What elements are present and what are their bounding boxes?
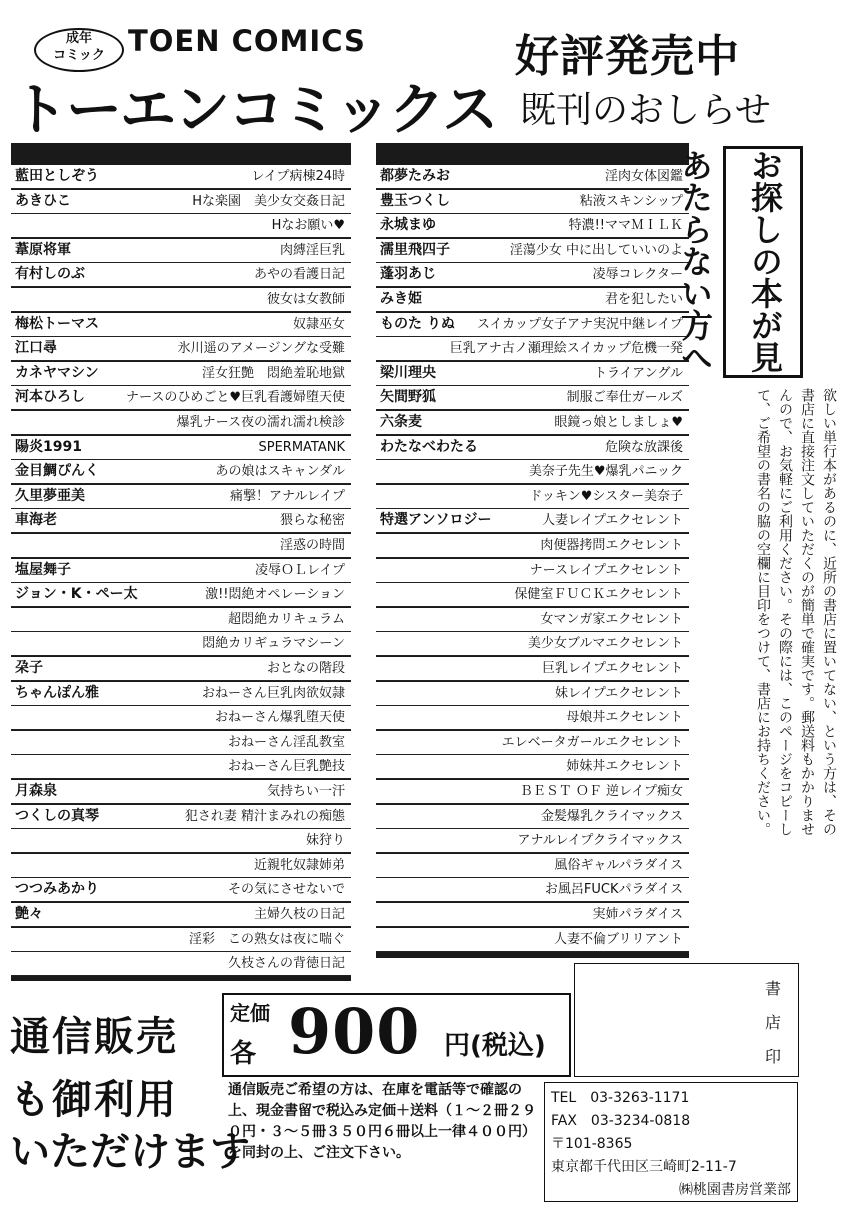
- catalog-titles: ナースのひめごと♥巨乳看護婦堕天使: [125, 390, 345, 406]
- catalog-titles: 凌辱コレクター: [592, 267, 683, 283]
- catalog-titles: 人妻レイプエクセレント: [542, 513, 683, 529]
- catalog-author: 藍田としぞう: [15, 168, 99, 184]
- catalog-titles: 彼女は女教師: [266, 292, 345, 307]
- catalog-titles: その気にさせないで: [227, 882, 345, 898]
- catalog-titles: アナルレイプクライマックス: [517, 833, 683, 849]
- catalog-titles: スイカップ女子アナ実況中継レイプ: [476, 316, 683, 332]
- catalog-titles: 凌辱ＯＬレイプ: [255, 562, 345, 578]
- catalog-row: [11, 509, 351, 533]
- catalog-titles: 淫蕩少女 中に出していいのよ: [509, 242, 683, 258]
- catalog-author: 葦原将軍: [15, 241, 71, 258]
- catalog-titles: エレベータガールエクセレント: [501, 734, 683, 750]
- stamp-char-1: 書: [765, 979, 782, 998]
- catalog-row: [11, 805, 351, 829]
- catalog-row: [11, 657, 351, 681]
- catalog-row: [376, 706, 689, 730]
- catalog-titles: 危険な放課後: [604, 439, 683, 455]
- brand-name-en: TOEN COMICS: [128, 24, 366, 58]
- catalog-titles: Hなお願い♥: [271, 218, 345, 234]
- catalog-titles: 痛撃！アナルレイプ: [230, 488, 345, 504]
- catalog-author: 永城まゆ: [380, 217, 436, 234]
- catalog-titles: SPERMATANK: [258, 439, 345, 455]
- catalog-row: [376, 657, 689, 681]
- catalog-right-panel: [376, 143, 689, 958]
- catalog-titles: 気持ちい一汗: [266, 784, 345, 799]
- catalog-row: [376, 214, 689, 238]
- catalog-titles: ドッキン♥シスター美奈子: [529, 488, 683, 504]
- catalog-author: 月森泉: [15, 783, 57, 799]
- catalog-row: [11, 632, 351, 656]
- catalog-row: [376, 854, 689, 878]
- badge-line1: 成年: [65, 31, 92, 46]
- catalog-titles: 巨乳レイプエクセレント: [542, 661, 683, 676]
- catalog-titles: おねーさん爆乳堕天使: [214, 710, 345, 726]
- catalog-titles: 肉便器拷問エクセレント: [540, 538, 683, 553]
- catalog-row: [11, 263, 351, 287]
- catalog-row: [11, 829, 351, 853]
- catalog-author: つくしの真琴: [15, 807, 99, 824]
- catalog-author: 豊玉つくし: [380, 192, 450, 209]
- mail-order-line3: いただけます: [10, 1129, 250, 1175]
- catalog-author: 濡里飛四子: [380, 241, 450, 258]
- catalog-titles: 爆乳ナース夜の濡れ濡れ検診: [176, 415, 345, 430]
- catalog-titles: 粘液スキンシップ: [579, 193, 683, 209]
- catalog-row: [376, 829, 689, 853]
- catalog-titles: おねーさん淫乱教室: [227, 734, 345, 750]
- catalog-author: 梁川理央: [380, 364, 436, 381]
- catalog-row: [376, 731, 689, 755]
- contact-company: ㈱桃園書房営業部: [679, 1182, 791, 1198]
- catalog-author: ジョン・K・ペー太: [15, 586, 138, 603]
- catalog-author: 特選アンソロジー: [380, 512, 492, 529]
- catalog-row: [11, 313, 351, 337]
- catalog-author: わたなべわたる: [380, 438, 478, 455]
- catalog-row: [376, 805, 689, 829]
- catalog-titles: 女マンガ家エクセレント: [540, 611, 683, 627]
- catalog-row: [376, 903, 689, 927]
- catalog-row: [376, 559, 689, 583]
- catalog-row: [11, 854, 351, 878]
- catalog-titles: おねーさん巨乳艶技: [227, 759, 345, 775]
- catalog-row: [11, 460, 351, 484]
- catalog-titles: 眼鏡っ娘としましょ♥: [554, 415, 683, 430]
- badge-line2: コミック: [53, 48, 105, 63]
- mail-order-line2: も御利用: [10, 1077, 178, 1123]
- catalog-author: ちゃんぽん雅: [15, 684, 99, 701]
- catalog-row: [11, 903, 351, 927]
- catalog-row: [11, 190, 351, 214]
- catalog-titles: 妹狩り: [305, 833, 345, 849]
- catalog-author: ものた りぬ: [380, 315, 455, 332]
- catalog-titles: 美奈子先生♥爆乳パニック: [528, 464, 683, 480]
- catalog-titles: 淫女狂艶 悶絶羞恥地獄: [201, 365, 345, 381]
- catalog-row: [376, 755, 689, 779]
- catalog-titles: あやの看護日記: [253, 267, 345, 283]
- catalog-row: [376, 362, 689, 386]
- catalog-titles: 激!!悶絶オペレーション: [205, 587, 345, 603]
- catalog-row: [11, 534, 351, 558]
- catalog-titles: レイプ病棟24時: [251, 169, 345, 184]
- catalog-row: [376, 386, 689, 410]
- catalog-row: [11, 559, 351, 583]
- catalog-titles: 淫彩 この熟女は夜に喘ぐ: [188, 931, 345, 947]
- catalog-titles: あの娘はスキャンダル: [215, 464, 345, 480]
- catalog-row: [376, 780, 689, 804]
- catalog-row: [376, 288, 689, 312]
- catalog-row: [11, 337, 351, 361]
- catalog-row: [11, 583, 351, 607]
- catalog-titles: 美少女ブルマエクセレント: [527, 636, 683, 652]
- catalog-row: [376, 485, 689, 509]
- catalog-row: [11, 755, 351, 779]
- catalog-row: [11, 780, 351, 804]
- catalog-author: 梅松トーマス: [15, 315, 99, 332]
- catalog-row: [11, 214, 351, 238]
- catalog-titles: 姉妹丼エクセレント: [566, 759, 683, 775]
- catalog-row: [11, 288, 351, 312]
- catalog-row: [376, 411, 689, 435]
- catalog-titles: 悶絶カリギュラマシーン: [202, 636, 345, 652]
- catalog-author: 朶子: [15, 660, 43, 676]
- catalog-row: [11, 928, 351, 952]
- sidebar-notice-text: 欲しい単行本があるのに、近所の書店に置いてない、という方は、その書店に直接注文していただくのが簡単で確実です。郵送料もかかりませんので、お気軽にご利用ください。その際には、このページをコピーして、ご希望の書名の脇の空欄に目印をつけて、書店にお持ちください。: [755, 388, 837, 836]
- catalog-titles: 巨乳アナ古ノ瀬理絵スイカップ危機一発: [449, 341, 683, 357]
- catalog-author: 車海老: [15, 512, 57, 529]
- catalog-titles: 猥らな秘密: [279, 513, 345, 529]
- catalog-row: [376, 337, 689, 361]
- catalog-row: [11, 952, 351, 976]
- catalog-row: [376, 313, 689, 337]
- catalog-row: [376, 190, 689, 214]
- catalog-author: 有村しのぶ: [15, 266, 85, 283]
- catalog-titles: お風呂FUCKパラダイス: [544, 882, 683, 898]
- catalog-row: [376, 460, 689, 484]
- catalog-titles: 久枝さんの背徳日記: [227, 956, 345, 972]
- price-suffix: 円(税込): [444, 1031, 546, 1061]
- catalog-titles: 君を犯したい: [604, 292, 683, 307]
- catalog-titles: ＢＥＳＴ ＯＦ 逆レイプ痴女: [519, 784, 683, 799]
- catalog-titles: 奴隷巫女: [292, 316, 345, 332]
- catalog-author: 艶々: [15, 906, 43, 922]
- catalog-titles: 淫惑の時間: [279, 538, 345, 553]
- catalog-row: [376, 263, 689, 287]
- catalog-row: [376, 509, 689, 533]
- catalog-row: [11, 706, 351, 730]
- catalog-titles: 妹レイプエクセレント: [555, 685, 683, 701]
- catalog-titles: おねーさん巨乳肉欲奴隷: [201, 685, 345, 701]
- catalog-row: [376, 928, 689, 952]
- catalog-row: [376, 632, 689, 656]
- catalog-titles: 実姉パラダイス: [592, 907, 683, 922]
- catalog-titles: 母娘丼エクセレント: [566, 710, 683, 726]
- catalog-row: [376, 534, 689, 558]
- catalog-titles: 氷川遥のアメージングな受難: [177, 341, 345, 357]
- catalog-titles: 金髪爆乳クライマックス: [541, 808, 683, 824]
- catalog-titles: トライアングル: [593, 365, 683, 381]
- catalog-row: [376, 436, 689, 460]
- catalog-row: [376, 165, 689, 189]
- catalog-row: [11, 878, 351, 902]
- catalog-titles: 近親牝奴隷姉弟: [253, 857, 345, 873]
- catalog-titles: 肉縛淫巨乳: [279, 242, 345, 258]
- catalog-author: みき姫: [380, 291, 422, 307]
- catalog-titles: 淫肉女体図鑑: [604, 169, 683, 184]
- catalog-row: [11, 731, 351, 755]
- price-label: 定価: [230, 1001, 270, 1025]
- catalog-row: [11, 436, 351, 460]
- brand-name-jp: トーエンコミックス: [12, 78, 497, 143]
- order-instructions: 通信販売ご希望の方は、在庫を電話等で確認の上、現金書留で税込み定価＋送料（１～２冊２９０円・３～５冊３５０円６冊以上一律４００円）を同封の上、ご注文下さい。: [228, 1082, 536, 1161]
- catalog-row: [11, 165, 351, 189]
- catalog-titles: Hな楽園 美少女交姦日記: [192, 193, 345, 209]
- catalog-author: 蓬羽あじ: [380, 266, 436, 283]
- catalog-row: [11, 362, 351, 386]
- catalog-author: カネヤマシン: [15, 364, 99, 381]
- catalog-row: [11, 485, 351, 509]
- notice-heading: 既刊のおしらせ: [520, 90, 771, 131]
- catalog-row: [376, 239, 689, 263]
- price-each-label: 各: [230, 1039, 257, 1069]
- catalog-titles: 風俗ギャルパラダイス: [554, 857, 683, 873]
- sidebar-notice-box: お探しの本が見あたらない方へ: [723, 146, 803, 378]
- contact-zip: 〒101-8365: [551, 1136, 633, 1152]
- stamp-char-3: 印: [765, 1047, 782, 1066]
- contact-tel: TEL 03-3263-1171: [551, 1090, 690, 1106]
- catalog-titles: 犯され妻 精汁まみれの痴態: [184, 808, 345, 824]
- catalog-row: [376, 583, 689, 607]
- catalog-row: [11, 411, 351, 435]
- catalog-left-panel: [11, 143, 351, 981]
- catalog-author: あきひこ: [15, 192, 71, 209]
- catalog-row: [11, 386, 351, 410]
- hot-sale-heading: 好評発売中: [515, 31, 740, 82]
- catalog-author: 矢間野狐: [380, 389, 436, 406]
- catalog-titles: 主婦久枝の日記: [253, 907, 345, 922]
- catalog-titles: 特濃!!ママＭＩＬＫ: [568, 218, 683, 234]
- catalog-row: [11, 682, 351, 706]
- catalog-titles: 保健室ＦＵＣＫエクセレント: [514, 587, 683, 603]
- catalog-author: 河本ひろし: [15, 389, 85, 406]
- catalog-row: [376, 682, 689, 706]
- price-box: [222, 993, 571, 1077]
- catalog-row: [376, 878, 689, 902]
- catalog-titles: 制服ご奉仕ガールズ: [566, 390, 683, 406]
- catalog-author: 久里夢亜美: [15, 487, 85, 504]
- shop-stamp-box: [574, 963, 799, 1077]
- catalog-row: [376, 608, 689, 632]
- catalog-author: 塩屋舞子: [15, 561, 71, 578]
- catalog-titles: 超悶絶カリキュラム: [228, 611, 345, 627]
- catalog-titles: 人妻不倫ブリリアント: [554, 931, 683, 947]
- mail-order-line1: 通信販売: [10, 1014, 178, 1060]
- catalog-author: 都夢たみお: [380, 168, 450, 184]
- catalog-author: 金目鯛ぴんく: [15, 463, 99, 480]
- stamp-char-2: 店: [765, 1013, 782, 1032]
- catalog-row: [11, 608, 351, 632]
- catalog-author: 陽炎1991: [15, 438, 82, 455]
- catalog-titles: おとなの階段: [266, 661, 345, 676]
- catalog-author: つつみあかり: [15, 881, 99, 898]
- catalog-row: [11, 239, 351, 263]
- contact-address: 東京都千代田区三崎町2-11-7: [551, 1159, 737, 1175]
- catalog-titles: ナースレイプエクセレント: [529, 562, 683, 578]
- catalog-author: 六条麦: [380, 414, 422, 430]
- contact-box: [544, 1082, 798, 1202]
- contact-fax: FAX 03-3234-0818: [551, 1113, 691, 1129]
- catalog-author: 江口尋: [15, 340, 57, 357]
- price-amount: 900: [288, 995, 421, 1068]
